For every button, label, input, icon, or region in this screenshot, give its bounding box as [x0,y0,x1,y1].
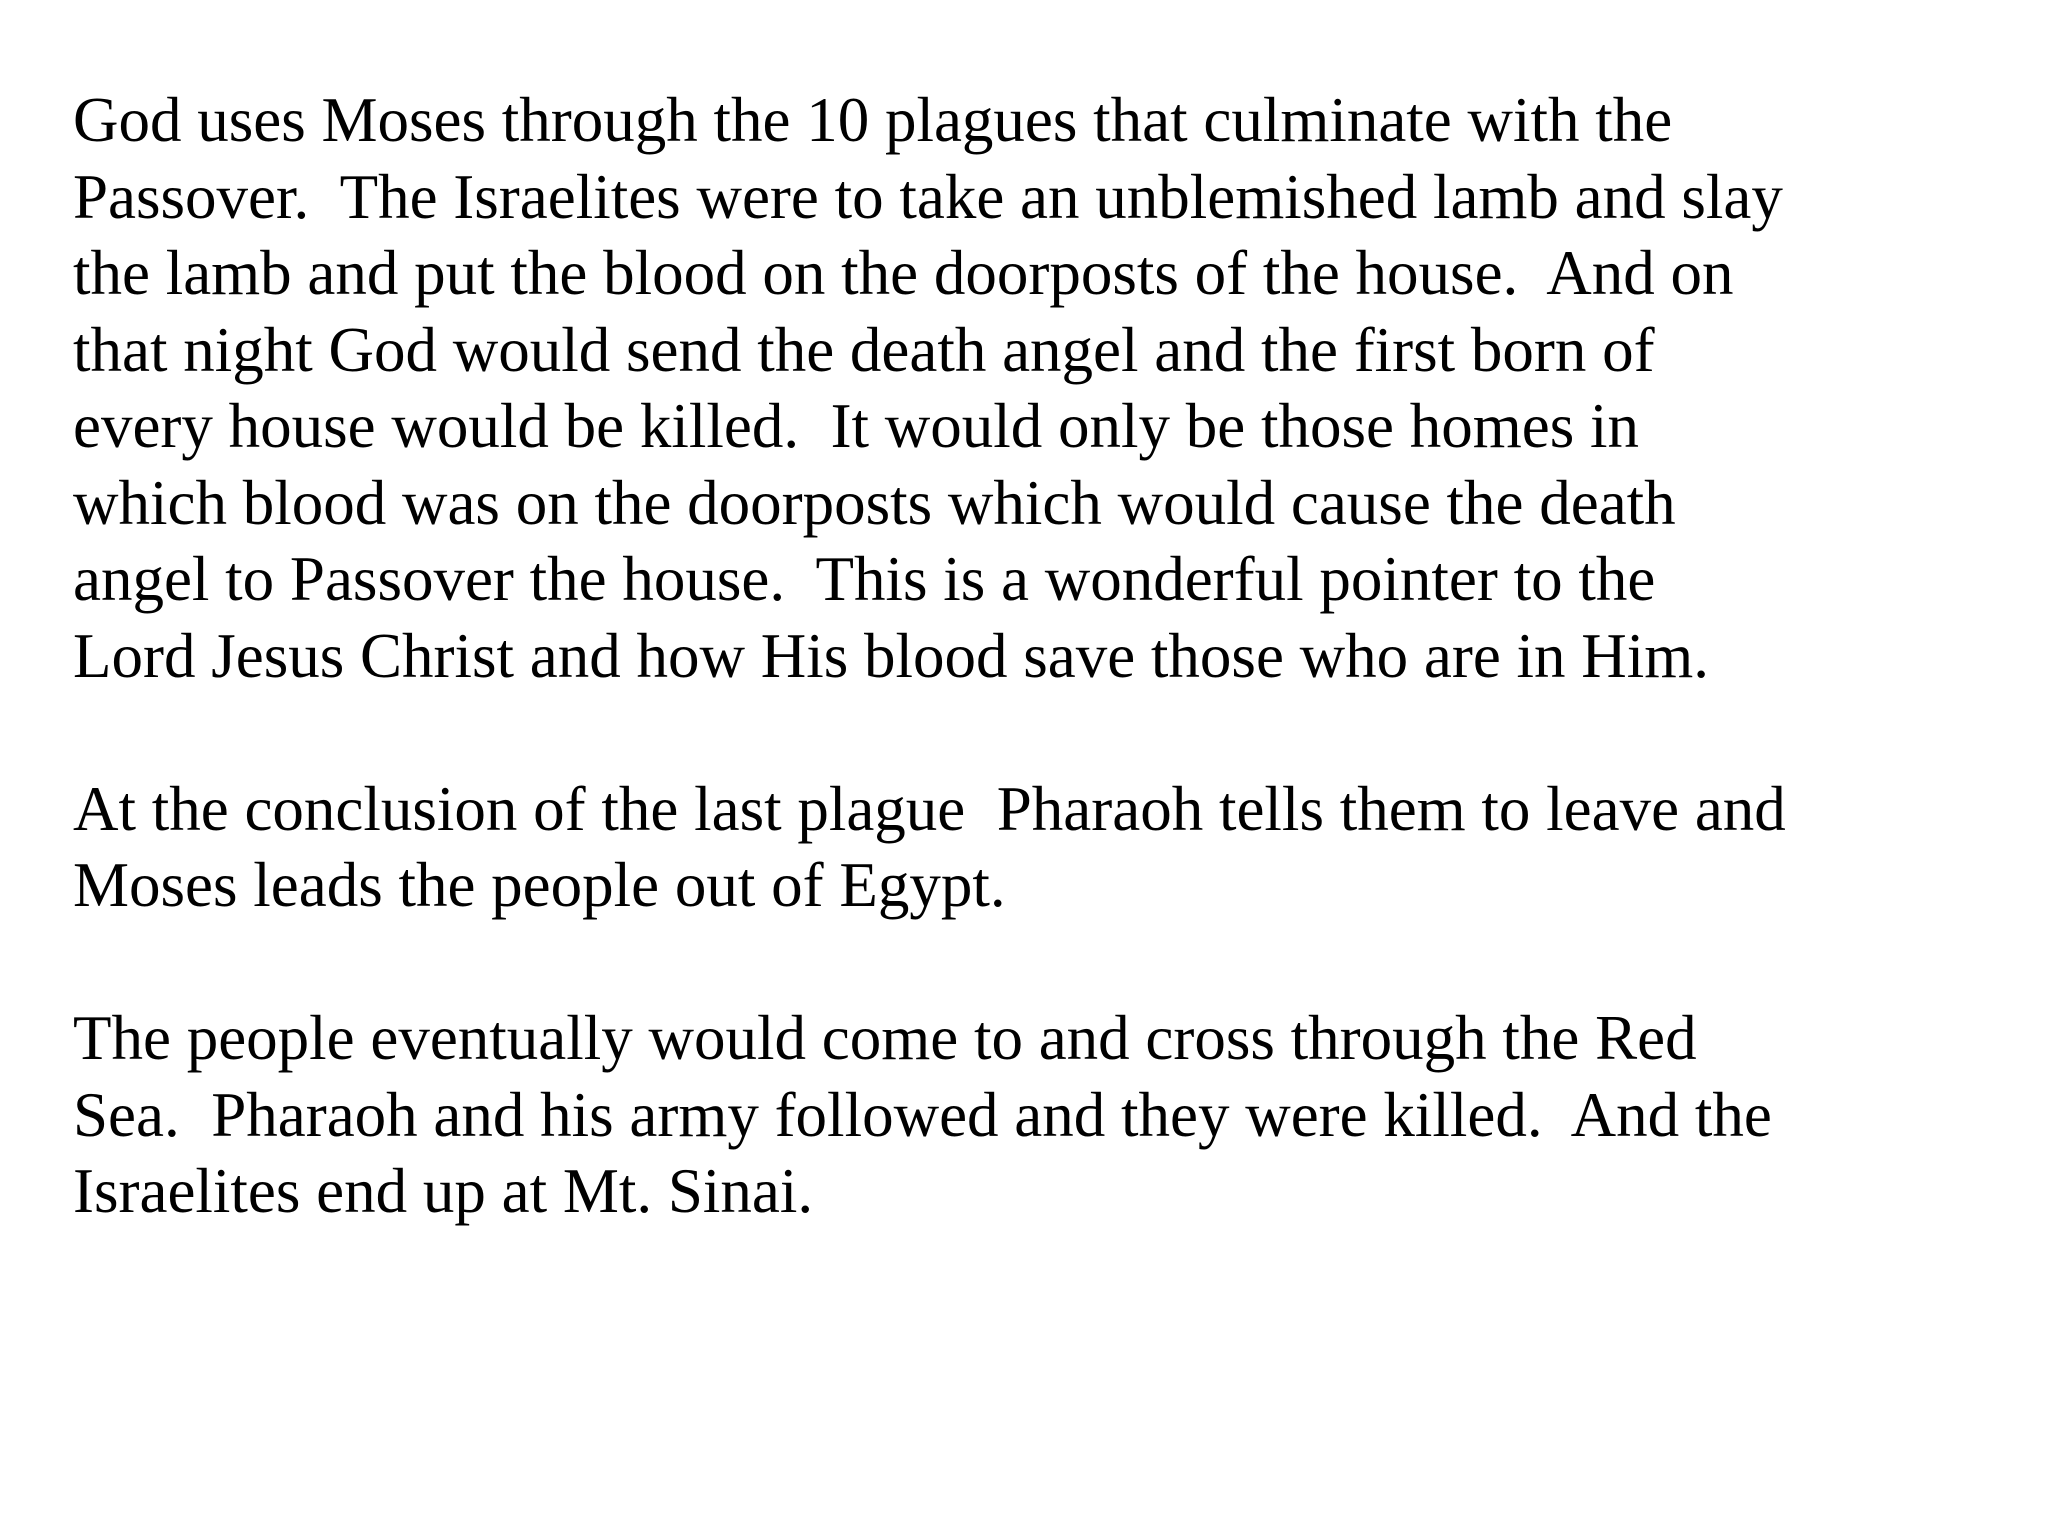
text-line: At the conclusion of the last plague Pharaoh tells them to leave and [73,773,1786,844]
text-line: which blood was on the doorposts which would cause the death [73,467,1676,538]
paragraph-exodus [73,771,2013,924]
paragraph-red-sea [73,1000,2013,1230]
paragraph-spacer [73,694,2013,771]
slide-body-text [73,82,2013,1230]
text-line: every house would be killed. It would only be those homes in [73,391,1639,461]
text-line: Lord Jesus Christ and how His blood save those who are in Him. [73,620,1710,691]
text-line: Moses leads the people out of Egypt. [73,850,1006,920]
text-line: angel to Passover the house. This is a wonderful pointer to the [73,544,1656,614]
text-line: Sea. Pharaoh and his army followed and they were killed. And the [73,1079,1772,1150]
text-line: Passover. The Israelites were to take an unblemished lamb and slay [73,161,1783,232]
text-line: that night God would send the death angel and the first born of [73,314,1655,385]
text-line: God uses Moses through the 10 plagues that culminate with the [73,85,1673,155]
text-line: the lamb and put the blood on the doorposts of the house. And on [73,238,1734,308]
paragraph-spacer [73,924,2013,1001]
text-line: Israelites end up at Mt. Sinai. [73,1156,814,1226]
text-line: The people eventually would come to and cross through the Red [73,1003,1697,1073]
paragraph-passover [73,82,2013,694]
